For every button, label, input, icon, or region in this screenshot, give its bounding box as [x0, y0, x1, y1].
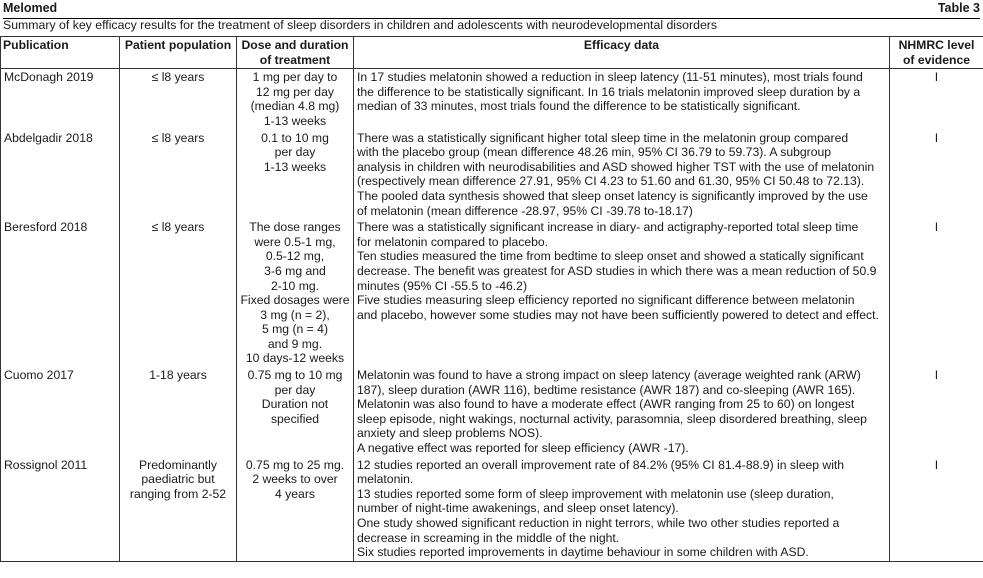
dose-line: Duration not	[261, 397, 329, 412]
table-row	[1, 219, 983, 367]
efficacy-line: 13 studies reported some form of sleep improvement with melatonin use (sleep duration,	[357, 486, 834, 501]
efficacy-line: anxiety and sleep problems NOS).	[357, 426, 543, 441]
publication-header	[1, 37, 120, 69]
population-cell	[120, 219, 237, 367]
publication-cell: Beresford 2018	[1, 219, 120, 367]
table-row	[1, 457, 983, 562]
efficacy-line: There was a statistically significant higher total sleep time in the melatonin group compared	[357, 130, 849, 145]
table-header-row	[1, 37, 983, 69]
table-caption: Summary of key efficacy results for the treatment of sleep disorders in children and adolescents with neurodevelopmental disorders	[3, 18, 718, 32]
header-label-line: Patient population	[124, 38, 232, 52]
header-label-line: of evidence	[902, 52, 971, 67]
efficacy-line: Five studies measuring sleep efficiency reported no significant difference between melatonin	[357, 293, 855, 308]
efficacy-line: In 17 studies melatonin showed a reduction in sleep latency (11-51 minutes), most trials found	[357, 70, 863, 85]
efficacy-line: There was a statistically significant increase in diary- and actigraphy-reported total sleep time	[357, 220, 859, 235]
population-cell	[120, 69, 237, 130]
dose-line: 1 mg per day to	[252, 70, 338, 85]
dose-line: 5 mg (n = 4)	[261, 322, 329, 337]
document-header	[3, 0, 980, 19]
population-line: ranging from 2-52	[129, 486, 227, 501]
nhmrc-level-header	[890, 37, 983, 69]
population-line: paediatric but	[141, 472, 215, 487]
population-line: Predominantly	[139, 457, 217, 472]
efficacy-line: for melatonin compared to placebo.	[357, 234, 549, 249]
efficacy-line: sleep episode, night wakings, nocturnal activity, parasomnia, sleep disordered breathing, sleep	[357, 411, 867, 426]
efficacy-line: minutes (95% CI -55.5 to -46.2)	[357, 278, 528, 293]
efficacy-line: Ten studies measured the time from bedtime to sleep onset and showed a statically significant	[357, 249, 864, 264]
evidence-level-cell: I	[890, 219, 983, 367]
header-label-line: of treatment	[259, 52, 331, 67]
dose-duration-header	[237, 37, 354, 69]
dose-line: 3-6 mg and	[264, 263, 326, 278]
table-body	[1, 69, 983, 562]
dose-line: per day	[274, 145, 316, 160]
dose-line: 0.5-12 mg,	[265, 249, 325, 264]
evidence-level-cell: I	[890, 69, 983, 130]
efficacy-line: The pooled data synthesis showed that sleep onset latency is significantly improved by the use	[357, 188, 868, 203]
dose-line: 0.75 mg to 10 mg	[247, 368, 343, 383]
efficacy-line: and placebo, however some studies may not have been sufficiently powered to detect and effect.	[357, 307, 879, 322]
table-row	[1, 69, 983, 130]
dose-cell	[237, 457, 354, 562]
efficacy-line: 187), sleep duration (AWR 116), bedtime resistance (AWR 187) and co-sleeping (AWR 165).	[357, 382, 856, 397]
efficacy-cell	[354, 367, 890, 457]
evidence-level-cell: I	[890, 457, 983, 562]
efficacy-line: median of 33 minutes, most trials found the difference to be statistically significant.	[357, 99, 801, 114]
efficacy-cell	[354, 457, 890, 562]
efficacy-line: decrease. The benefit was greatest for ASD studies in which there was a mean reduction of 50.9	[357, 263, 877, 278]
population-cell	[120, 457, 237, 562]
publication-cell: Cuomo 2017	[1, 367, 120, 457]
dose-line: 1-13 weeks	[263, 159, 327, 174]
efficacy-data-header	[354, 37, 890, 69]
header-label-line: Efficacy data	[583, 38, 660, 52]
population-cell	[120, 367, 237, 457]
table-row	[1, 367, 983, 457]
publication-cell: McDonagh 2019	[1, 69, 120, 130]
efficacy-line: A negative effect was reported for sleep efficiency (AWR -17).	[357, 441, 689, 456]
population-line: ≤ l8 years	[151, 70, 205, 85]
evidence-level-cell: I	[890, 367, 983, 457]
dose-line: 2 weeks to over	[252, 472, 338, 487]
efficacy-line: decrease in screaming in the middle of the night.	[357, 530, 620, 545]
dose-line: per day	[274, 382, 316, 397]
dose-line: The dose ranges	[249, 220, 341, 235]
header-label-line: Dose and duration	[241, 38, 349, 52]
efficacy-line: Six studies reported improvements in daytime behaviour in some children with ASD.	[357, 545, 809, 560]
brand-name: Melomed	[3, 1, 58, 15]
efficacy-line: number of night-time awakenings, and sleep onset latency).	[357, 501, 679, 516]
dose-line: 10 days-12 weeks	[245, 351, 345, 366]
dose-cell	[237, 219, 354, 367]
dose-line: Fixed dosages were	[240, 293, 350, 308]
dose-line: specified	[270, 411, 320, 426]
dose-line: and 9 mg.	[267, 336, 323, 351]
table-number: Table 3	[937, 1, 980, 15]
dose-cell	[237, 130, 354, 220]
population-line: ≤ l8 years	[151, 220, 205, 235]
efficacy-line: 12 studies reported an overall improvement rate of 84.2% (95% CI 81.4-88.9) in sleep with	[357, 457, 845, 472]
efficacy-line: analysis in children with neurodisabilities and ASD showed higher TST with the use of melatonin	[357, 159, 875, 174]
dose-line: (median 4.8 mg)	[250, 99, 340, 114]
patient-population-header	[120, 37, 237, 69]
efficacy-line: of melatonin (mean difference -28.97, 95% CI -39.78 to-18.17)	[357, 203, 693, 218]
publication-cell: Rossignol 2011	[1, 457, 120, 562]
efficacy-line: the difference to be statistically significant. In 16 trials melatonin improved sleep duration by a	[357, 84, 861, 99]
dose-cell	[237, 367, 354, 457]
dose-cell	[237, 69, 354, 130]
efficacy-line: One study showed significant reduction in night terrors, while two other studies reported a	[357, 516, 840, 530]
dose-line: 4 years	[275, 486, 315, 501]
efficacy-line: with the placebo group (mean difference 48.26 min, 95% CI 36.79 to 59.73). A subgroup	[357, 145, 832, 160]
population-line: 1-18 years	[149, 368, 207, 383]
dose-line: were 0.5-1 mg,	[254, 234, 336, 249]
population-line: ≤ l8 years	[151, 130, 205, 145]
dose-line: 0.1 to 10 mg	[261, 130, 329, 145]
table-row	[1, 130, 983, 220]
population-cell	[120, 130, 237, 220]
dose-line: 3 mg (n = 2),	[260, 307, 330, 322]
evidence-level-cell: I	[890, 130, 983, 220]
dose-line: 2-10 mg.	[270, 278, 320, 293]
dose-line: 1-13 weeks	[263, 113, 327, 128]
dose-line: 12 mg per day	[256, 84, 334, 99]
efficacy-line: melatonin.	[357, 472, 414, 487]
efficacy-line: Melatonin was also found to have a moderate effect (AWR ranging from 25 to 60) on longest	[357, 397, 855, 412]
efficacy-cell	[354, 69, 890, 130]
efficacy-cell	[354, 130, 890, 220]
efficacy-line: (respectively mean difference 27.91, 95% CI 4.23 to 51.60 and 61.30, 95% CI 50.48 to 72.13).	[357, 174, 865, 189]
efficacy-cell	[354, 219, 890, 367]
dose-line: 0.75 mg to 25 mg.	[245, 457, 345, 472]
efficacy-table	[0, 36, 983, 562]
publication-cell: Abdelgadir 2018	[1, 130, 120, 220]
efficacy-line: Melatonin was found to have a strong impact on sleep latency (average weighted rank (ARW)	[357, 368, 861, 383]
header-label-line: NHMRC level	[898, 38, 975, 52]
header-label-line: Publication	[3, 38, 69, 52]
